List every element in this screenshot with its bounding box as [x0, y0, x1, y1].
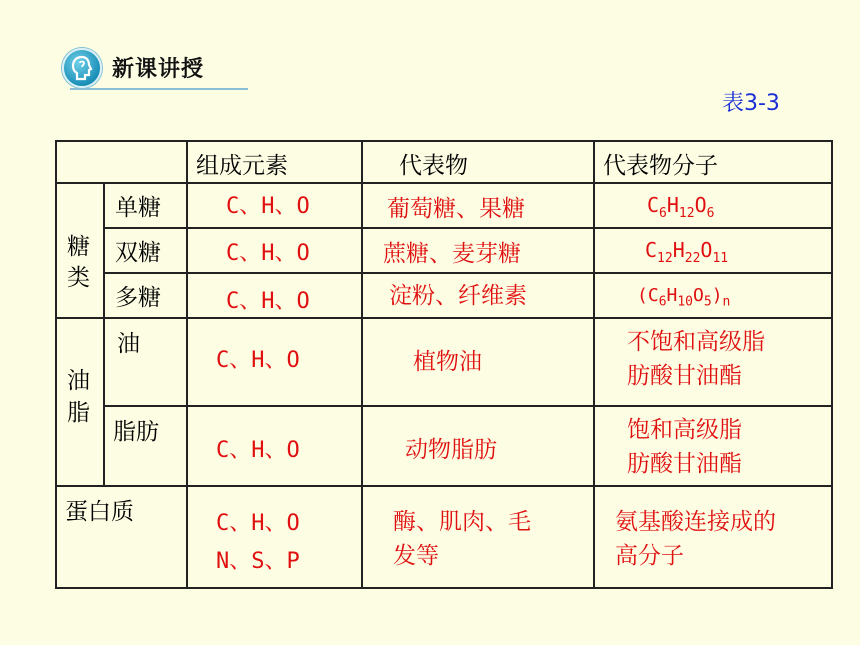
header-underline	[70, 88, 248, 90]
representative-cell: 葡萄糖、果糖	[362, 183, 594, 228]
elements-cell: C、H、O	[187, 273, 362, 318]
molecule-cell: 饱和高级脂 肪酸甘油酯	[594, 406, 832, 486]
molecule-cell: 氨基酸连接成的 高分子	[594, 486, 832, 588]
head-lightbulb-icon	[62, 48, 102, 88]
row-name-cell: 油	[104, 318, 187, 406]
table-label: 表3-3	[722, 91, 780, 116]
protein-label-cell: 蛋白质	[56, 486, 187, 588]
section-header	[62, 44, 248, 92]
formula-disaccharide: $C_{12}H_{22}O_{11}$	[645, 238, 729, 266]
representative-cell: 动物脂肪	[362, 406, 594, 486]
table-row	[56, 406, 832, 486]
elements-cell: C、H、O	[187, 183, 362, 228]
table-row	[56, 486, 832, 588]
group-label-sugar: 糖类	[56, 183, 104, 318]
col-header-elements: 组成元素	[187, 141, 362, 183]
col-header-molecule: 代表物分子	[594, 141, 832, 183]
row-name-cell: 多糖	[104, 273, 187, 318]
elements-cell: C、H、O	[187, 228, 362, 273]
table-row	[56, 318, 832, 406]
col-header-representative: 代表物	[362, 141, 594, 183]
molecule-cell	[594, 273, 832, 318]
table-row	[56, 183, 832, 228]
molecule-cell	[594, 228, 832, 273]
elements-cell: C、H、O	[187, 318, 362, 406]
header-title: 新课讲授	[112, 57, 205, 82]
table-row	[56, 228, 832, 273]
molecule-cell: 不饱和高级脂 肪酸甘油酯	[594, 318, 832, 406]
representative-cell: 淀粉、纤维素	[362, 273, 594, 318]
table-row	[56, 273, 832, 318]
representative-cell: 蔗糖、麦芽糖	[362, 228, 594, 273]
table-header-row	[56, 141, 832, 183]
group-label-lipid: 油脂	[56, 318, 104, 486]
row-name-cell: 单糖	[104, 183, 187, 228]
elements-cell: C、H、O N、S、P	[187, 486, 362, 588]
elements-cell: C、H、O	[187, 406, 362, 486]
row-name-cell: 脂肪	[104, 406, 187, 486]
nutrient-table	[55, 140, 833, 589]
formula-monosaccharide: $C_6H_{12}O_6$	[647, 193, 715, 221]
molecule-cell	[594, 183, 832, 228]
formula-polysaccharide: $(C_6H_{10}O_5)_n$	[637, 285, 731, 310]
header-empty-cell	[56, 141, 187, 183]
representative-cell: 植物油	[362, 318, 594, 406]
row-name-cell: 双糖	[104, 228, 187, 273]
representative-cell: 酶、肌肉、毛 发等	[362, 486, 594, 588]
